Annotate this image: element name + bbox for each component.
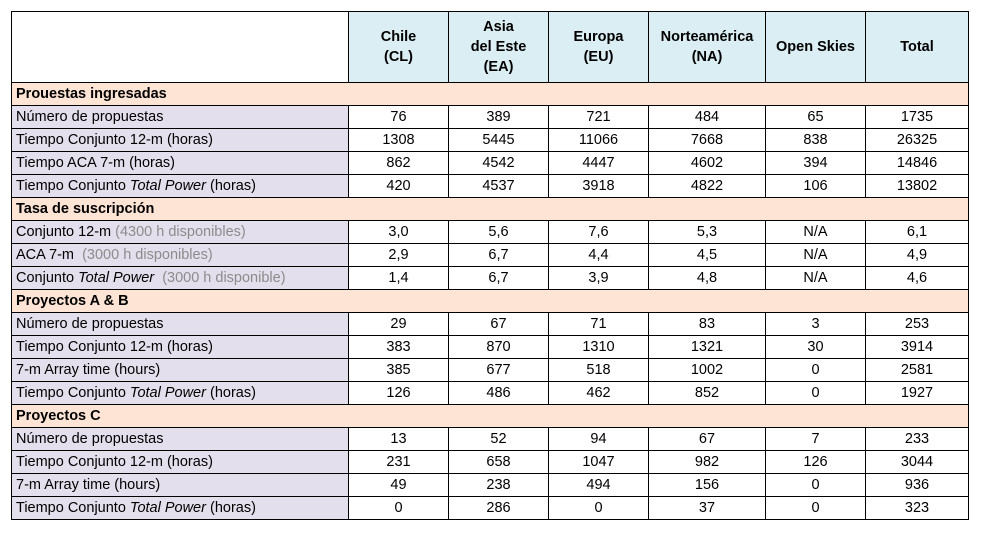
- table-cell: 1927: [866, 382, 969, 405]
- row-label: [12, 382, 349, 405]
- row-label: [12, 152, 349, 175]
- table-cell: 11066: [549, 129, 649, 152]
- table-cell: 0: [766, 382, 866, 405]
- table-cell: 7: [766, 428, 866, 451]
- table-cell: 238: [449, 474, 549, 497]
- row-label-emphasis: Total Power: [78, 270, 155, 286]
- row-label-text: Conjunto 12-m: [16, 224, 116, 240]
- row-label-text: 7-m Array time (hours): [16, 477, 161, 493]
- table-cell: 838: [766, 129, 866, 152]
- table-cell: 67: [649, 428, 766, 451]
- row-label-text: Tiempo Conjunto 12-m (horas): [16, 454, 213, 470]
- table-row: [12, 129, 969, 152]
- row-label-text: Tiempo Conjunto 12-m (horas): [16, 339, 213, 355]
- table-cell: 3,0: [349, 221, 449, 244]
- row-label: [12, 451, 349, 474]
- table-cell: 462: [549, 382, 649, 405]
- table-body: [12, 83, 969, 520]
- table-row: [12, 474, 969, 497]
- row-label-text: Tiempo ACA 7-m (horas): [16, 155, 176, 171]
- row-label-text: Tiempo Conjunto: [16, 500, 130, 516]
- row-label: [12, 244, 349, 267]
- table-cell: 420: [349, 175, 449, 198]
- table-row: [12, 359, 969, 382]
- table-cell: N/A: [766, 221, 866, 244]
- row-label: [12, 129, 349, 152]
- table-header: [12, 12, 969, 83]
- row-label-emphasis: Total Power: [129, 178, 206, 194]
- header-corner-cell: [12, 12, 349, 83]
- table-cell: 76: [349, 106, 449, 129]
- table-cell: 233: [866, 428, 969, 451]
- table-row: [12, 336, 969, 359]
- table-cell: 4447: [549, 152, 649, 175]
- table-cell: 658: [449, 451, 549, 474]
- row-label-suffix: [154, 270, 162, 286]
- table-cell: 1321: [649, 336, 766, 359]
- table-cell: 14846: [866, 152, 969, 175]
- table-cell: 518: [549, 359, 649, 382]
- table-cell: 26325: [866, 129, 969, 152]
- table-cell: 6,7: [449, 267, 549, 290]
- table-cell: 389: [449, 106, 549, 129]
- table-cell: 3,9: [549, 267, 649, 290]
- table-cell: 0: [766, 359, 866, 382]
- row-label-note: (3000 h disponibles): [82, 247, 213, 263]
- row-label-note: (4300 h disponibles): [115, 224, 246, 240]
- table-cell: 4537: [449, 175, 549, 198]
- row-label-text: Número de propuestas: [16, 431, 164, 447]
- row-label-text: Conjunto: [16, 270, 79, 286]
- table-cell: 13802: [866, 175, 969, 198]
- table-cell: N/A: [766, 244, 866, 267]
- table-cell: 721: [549, 106, 649, 129]
- table-cell: 323: [866, 497, 969, 520]
- table-cell: 484: [649, 106, 766, 129]
- table-cell: 65: [766, 106, 866, 129]
- table-cell: 936: [866, 474, 969, 497]
- table-cell: 106: [766, 175, 866, 198]
- column-header: Asia del Este (EA): [449, 12, 549, 83]
- table-cell: 37: [649, 497, 766, 520]
- table-cell: 1308: [349, 129, 449, 152]
- table-cell: 0: [549, 497, 649, 520]
- column-header: Total: [866, 12, 969, 83]
- table-cell: 156: [649, 474, 766, 497]
- table-cell: 4,4: [549, 244, 649, 267]
- table-cell: 29: [349, 313, 449, 336]
- row-label-emphasis: Total Power: [129, 385, 206, 401]
- row-label-text: Tiempo Conjunto 12-m (horas): [16, 132, 213, 148]
- table-cell: 6,7: [449, 244, 549, 267]
- section-header-row: [12, 83, 969, 106]
- row-label-text: Número de propuestas: [16, 109, 164, 125]
- table-row: [12, 152, 969, 175]
- table-cell: 67: [449, 313, 549, 336]
- table-cell: 1002: [649, 359, 766, 382]
- table-cell: 5445: [449, 129, 549, 152]
- section-header-row: [12, 405, 969, 428]
- table-row: [12, 497, 969, 520]
- header-row: [12, 12, 969, 83]
- row-label-suffix: (horas): [205, 385, 256, 401]
- table-cell: 126: [349, 382, 449, 405]
- table-cell: 4542: [449, 152, 549, 175]
- table-row: [12, 382, 969, 405]
- row-label: [12, 221, 349, 244]
- table-row: [12, 175, 969, 198]
- row-label: [12, 106, 349, 129]
- row-label: [12, 336, 349, 359]
- row-label-text: ACA 7-m: [16, 247, 83, 263]
- table-cell: 385: [349, 359, 449, 382]
- table-cell: 286: [449, 497, 549, 520]
- table-row: [12, 267, 969, 290]
- section-title: Proyectos A & B: [12, 290, 969, 313]
- row-label: [12, 175, 349, 198]
- table-row: [12, 244, 969, 267]
- table-cell: 52: [449, 428, 549, 451]
- row-label-text: Tiempo Conjunto: [16, 178, 130, 194]
- table-cell: 231: [349, 451, 449, 474]
- row-label: [12, 313, 349, 336]
- table-cell: N/A: [766, 267, 866, 290]
- table-cell: 1,4: [349, 267, 449, 290]
- row-label: [12, 267, 349, 290]
- row-label: [12, 497, 349, 520]
- table-cell: 4822: [649, 175, 766, 198]
- row-label-text: Número de propuestas: [16, 316, 164, 332]
- table-cell: 3: [766, 313, 866, 336]
- table-cell: 13: [349, 428, 449, 451]
- row-label-note: (3000 h disponible): [162, 270, 286, 286]
- table-cell: 3044: [866, 451, 969, 474]
- section-title: Proyectos C: [12, 405, 969, 428]
- table-cell: 0: [766, 474, 866, 497]
- table-cell: 71: [549, 313, 649, 336]
- column-header: Chile (CL): [349, 12, 449, 83]
- table-cell: 49: [349, 474, 449, 497]
- column-header: Open Skies: [766, 12, 866, 83]
- section-title: Tasa de suscripción: [12, 198, 969, 221]
- table-row: [12, 313, 969, 336]
- table-cell: 5,6: [449, 221, 549, 244]
- table-cell: 494: [549, 474, 649, 497]
- table-row: [12, 428, 969, 451]
- table-cell: 862: [349, 152, 449, 175]
- table-cell: 4,9: [866, 244, 969, 267]
- row-label: [12, 359, 349, 382]
- table-cell: 383: [349, 336, 449, 359]
- section-header-row: [12, 198, 969, 221]
- table-cell: 4,6: [866, 267, 969, 290]
- column-header: Norteamérica (NA): [649, 12, 766, 83]
- row-label: [12, 428, 349, 451]
- table-row: [12, 451, 969, 474]
- table-cell: 4,8: [649, 267, 766, 290]
- row-label-suffix: (horas): [205, 500, 256, 516]
- row-label-emphasis: Total Power: [129, 500, 206, 516]
- section-title: Prouestas ingresadas: [12, 83, 969, 106]
- table-cell: 6,1: [866, 221, 969, 244]
- table-cell: 4602: [649, 152, 766, 175]
- table-cell: 3918: [549, 175, 649, 198]
- table-cell: 7668: [649, 129, 766, 152]
- table-cell: 486: [449, 382, 549, 405]
- table-cell: 2581: [866, 359, 969, 382]
- proposal-statistics-table: [11, 11, 969, 520]
- table-cell: 982: [649, 451, 766, 474]
- section-header-row: [12, 290, 969, 313]
- table-cell: 30: [766, 336, 866, 359]
- table-cell: 126: [766, 451, 866, 474]
- table-cell: 852: [649, 382, 766, 405]
- table-cell: 253: [866, 313, 969, 336]
- table-cell: 0: [349, 497, 449, 520]
- table-cell: 94: [549, 428, 649, 451]
- table-row: [12, 221, 969, 244]
- table-cell: 1310: [549, 336, 649, 359]
- row-label: [12, 474, 349, 497]
- table-cell: 870: [449, 336, 549, 359]
- table-cell: 7,6: [549, 221, 649, 244]
- table-cell: 677: [449, 359, 549, 382]
- table-cell: 2,9: [349, 244, 449, 267]
- table-cell: 3914: [866, 336, 969, 359]
- table-cell: 0: [766, 497, 866, 520]
- table-cell: 394: [766, 152, 866, 175]
- table-cell: 4,5: [649, 244, 766, 267]
- table-cell: 1735: [866, 106, 969, 129]
- table-row: [12, 106, 969, 129]
- table-cell: 83: [649, 313, 766, 336]
- table-cell: 5,3: [649, 221, 766, 244]
- row-label-text: 7-m Array time (hours): [16, 362, 161, 378]
- column-header: Europa (EU): [549, 12, 649, 83]
- row-label-suffix: (horas): [205, 178, 256, 194]
- table-cell: 1047: [549, 451, 649, 474]
- row-label-text: Tiempo Conjunto: [16, 385, 130, 401]
